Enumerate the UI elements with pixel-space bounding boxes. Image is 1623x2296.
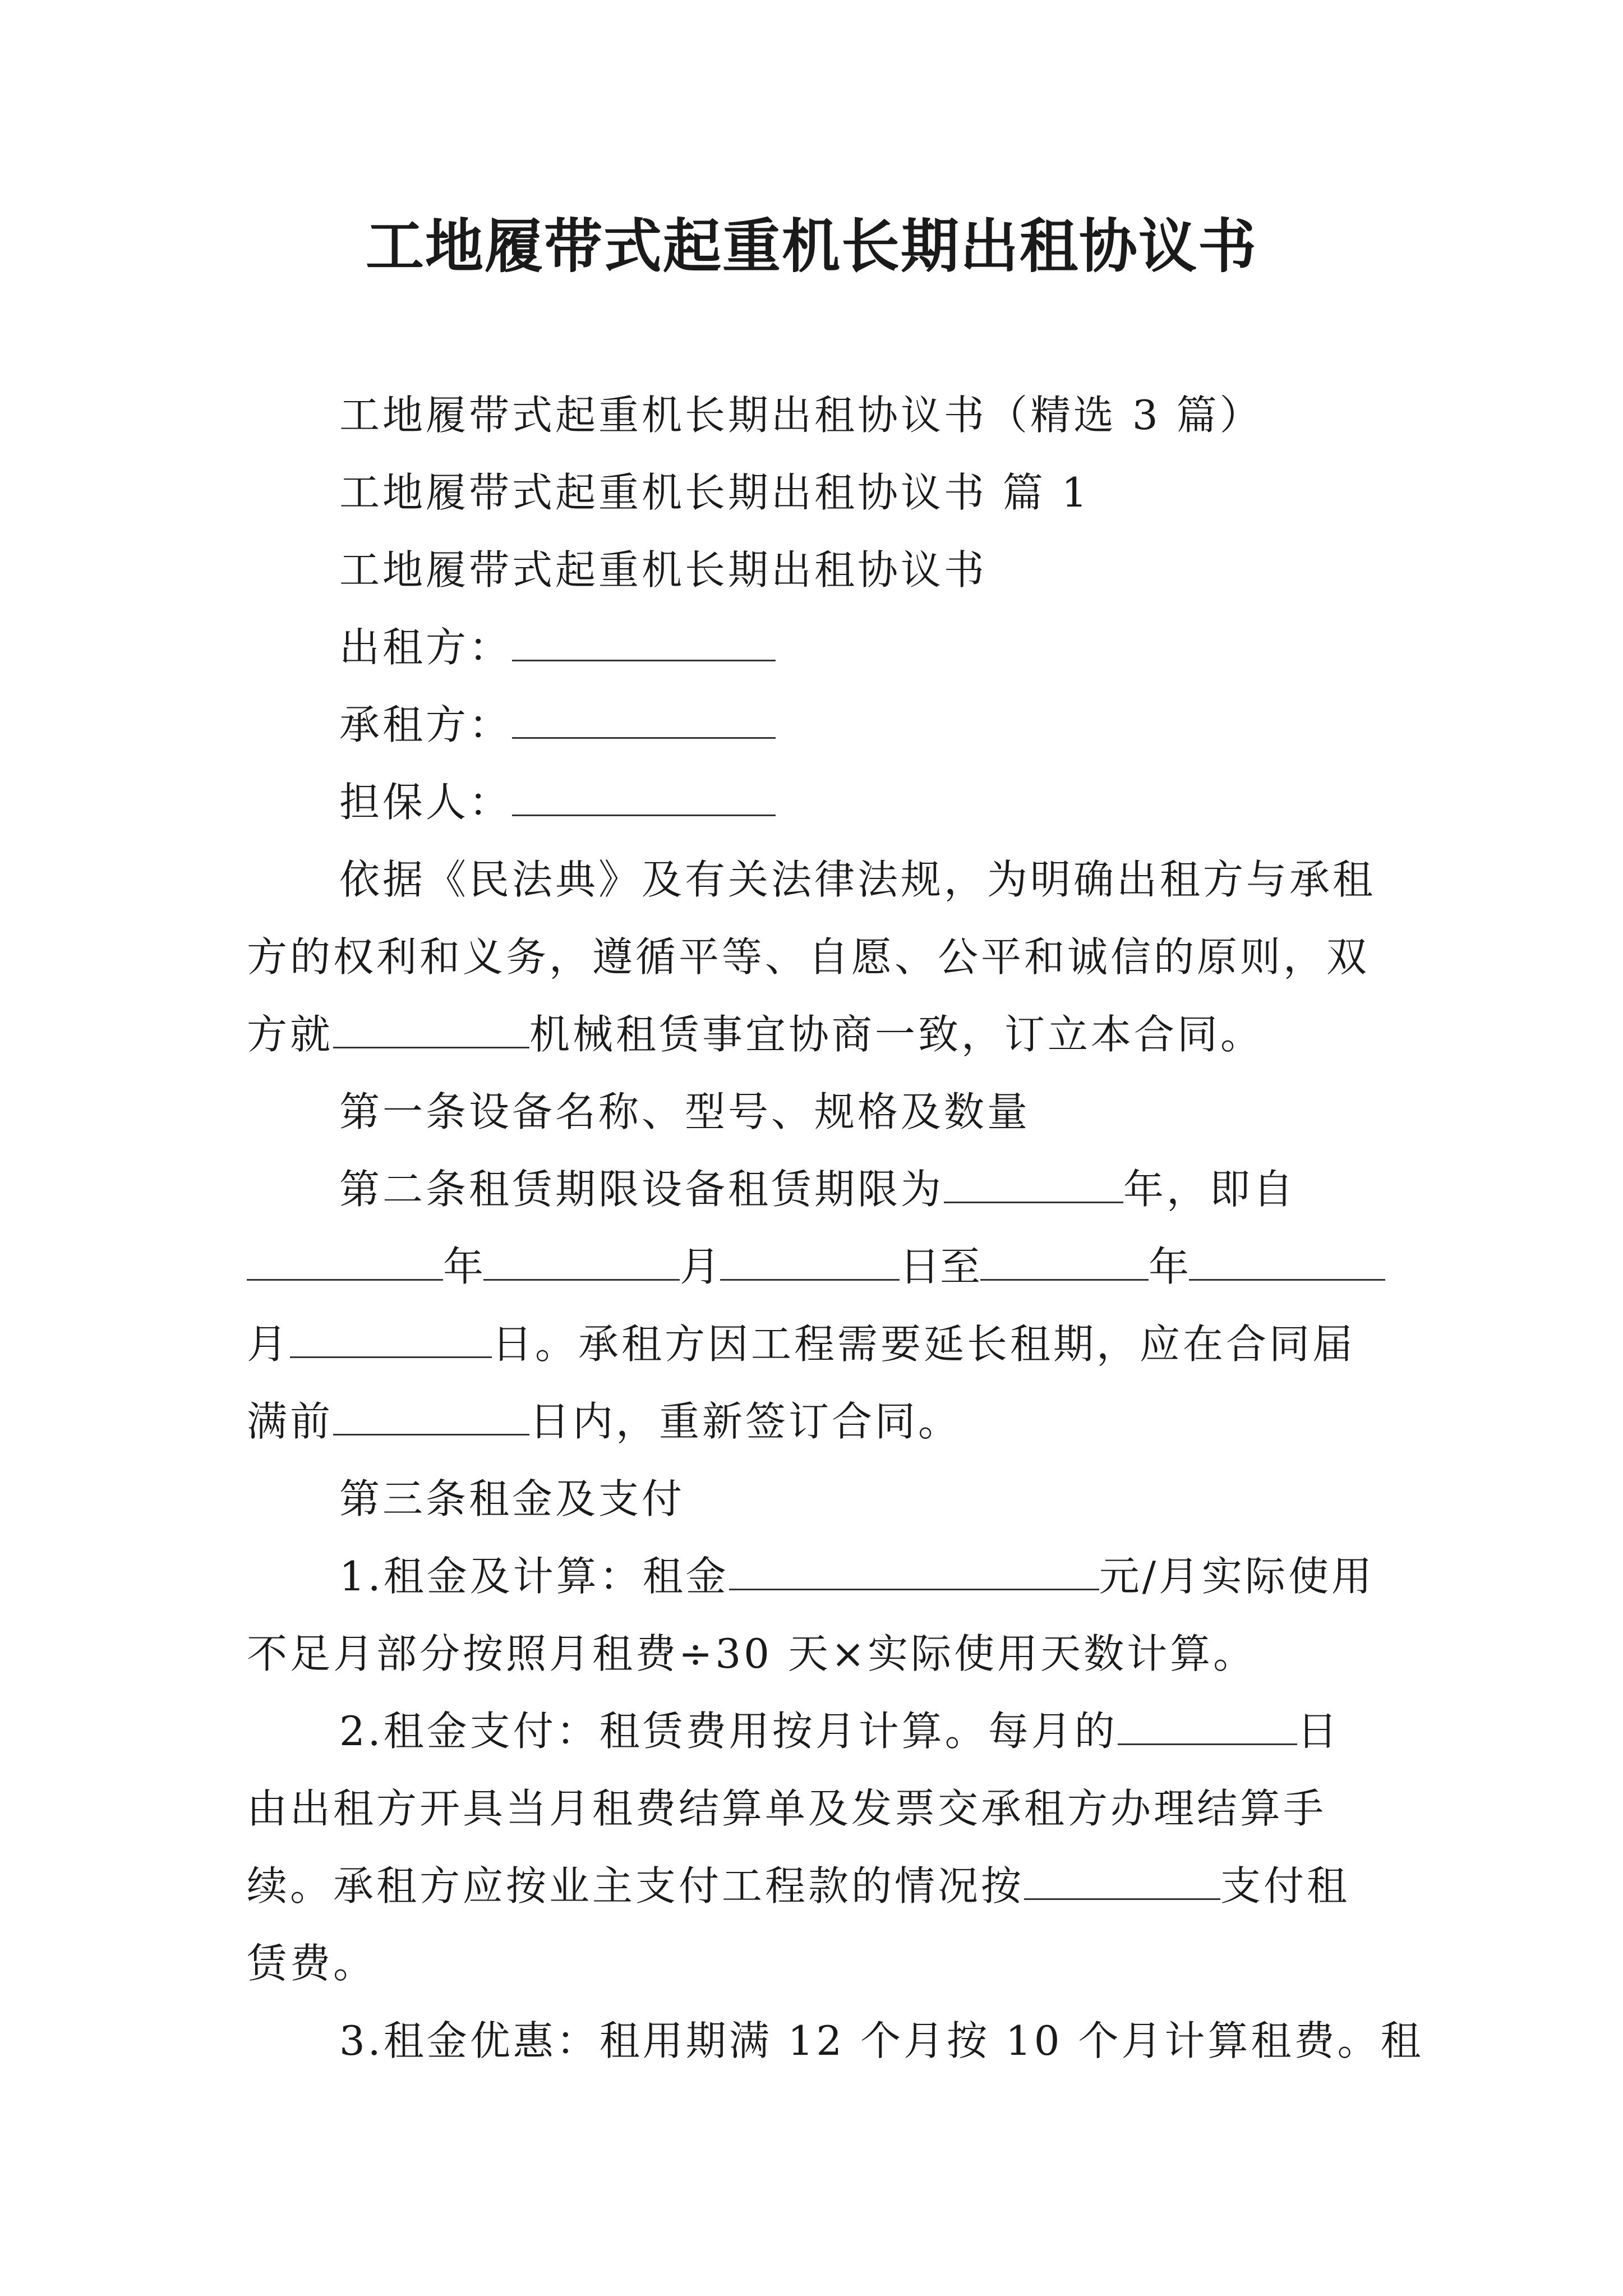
guarantor-label: 担保人： bbox=[339, 779, 513, 826]
clause-2-line-3: 续。承租方应按业主支付工程款的情况按 支付租 bbox=[247, 1858, 1350, 1914]
clause-2-line-4: 赁费。 bbox=[247, 1940, 377, 1987]
article-3: 第三条租金及支付 bbox=[339, 1475, 685, 1522]
end-day-blank bbox=[290, 1316, 492, 1358]
article-2-line-3: 月 日。承租方因工程需要延长租期，应在合同届 bbox=[247, 1316, 1355, 1372]
article-1: 第一条设备名称、型号、规格及数量 bbox=[339, 1088, 1031, 1135]
article-2-line-4: 满前 日内，重新签订合同。 bbox=[247, 1393, 961, 1450]
rent-amount-blank bbox=[729, 1548, 1099, 1590]
lessor-blank bbox=[512, 619, 776, 661]
lessee-field bbox=[339, 697, 776, 753]
guarantor-field bbox=[339, 774, 776, 830]
renewal-days-blank bbox=[333, 1393, 529, 1435]
preamble-line-2: 方的权利和义务，遵循平等、自愿、公平和诚信的原则，双 bbox=[247, 933, 1370, 981]
article-2-line-1: 第二条租赁期限设备租赁期限为 年，即自 bbox=[339, 1161, 1296, 1217]
lessor-label: 出租方： bbox=[339, 624, 513, 671]
clause-2-line-2: 由出租方开具当月租费结算单及发票交承租方办理结算手 bbox=[247, 1785, 1327, 1832]
lease-years-blank bbox=[944, 1161, 1123, 1203]
lessee-blank bbox=[512, 697, 776, 739]
subtitle: 工地履带式起重机长期出租协议书（精选 3 篇） bbox=[339, 392, 1263, 439]
lessee-label: 承租方： bbox=[339, 701, 513, 748]
billing-day-blank bbox=[1118, 1703, 1297, 1745]
start-day-blank bbox=[720, 1239, 900, 1281]
preamble-line-1: 依据《民法典》及有关法律法规，为明确出租方与承租 bbox=[339, 856, 1376, 903]
article-2-line-2: 年 月 日至 年 bbox=[247, 1239, 1385, 1295]
clause-2-line-1: 2.租金支付：租赁费用按月计算。每月的 日 bbox=[339, 1703, 1340, 1759]
clause-3-line-1: 3.租金优惠：租用期满 12 个月按 10 个月计算租费。租 bbox=[339, 2017, 1424, 2064]
preamble-line-3: 方就 机械租赁事宜协商一致，订立本合同。 bbox=[247, 1006, 1264, 1062]
guarantor-blank bbox=[512, 774, 776, 816]
start-year-blank bbox=[247, 1239, 443, 1281]
section-heading: 工地履带式起重机长期出租协议书 篇 1 bbox=[339, 469, 1090, 516]
clause-1-line-1: 1.租金及计算：租金 元/月实际使用 bbox=[339, 1548, 1375, 1604]
lessor-field bbox=[339, 619, 776, 675]
doc-heading: 工地履带式起重机长期出租协议书 bbox=[339, 546, 988, 593]
end-month-blank bbox=[1189, 1239, 1385, 1281]
machine-blank bbox=[333, 1006, 529, 1048]
clause-1-line-2: 不足月部分按照月租费÷30 天×实际使用天数计算。 bbox=[247, 1630, 1257, 1677]
document-title: 工地履带式起重机长期出租协议书 bbox=[365, 211, 1257, 280]
start-month-blank bbox=[483, 1239, 680, 1281]
end-year-blank bbox=[980, 1239, 1149, 1281]
payment-method-blank bbox=[1024, 1858, 1220, 1900]
